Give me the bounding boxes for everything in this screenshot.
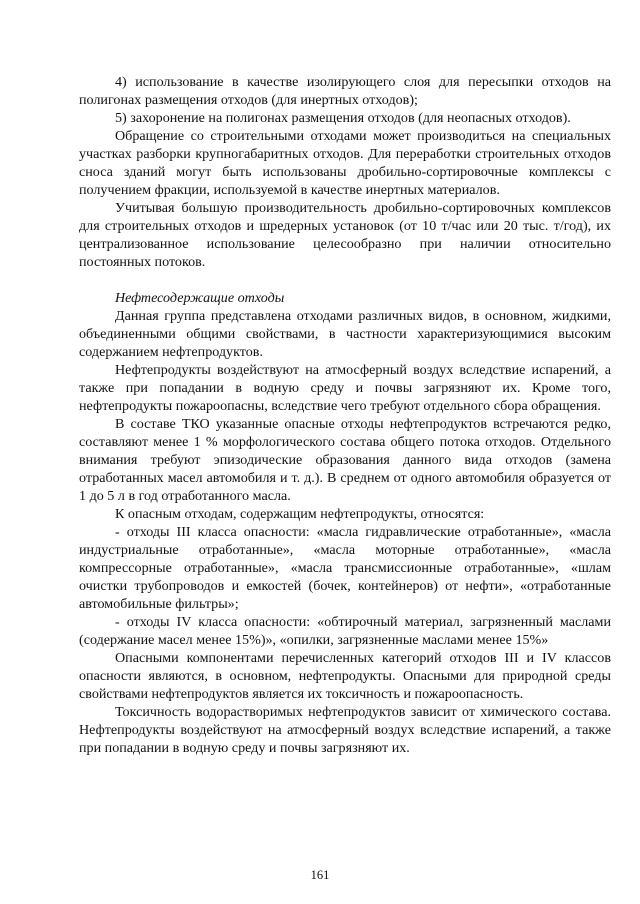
section-heading: Нефтесодержащие отходы	[115, 290, 285, 306]
paragraph-tko-composition: В составе ТКО указанные опасные отходы нефтепродуктов встречаются редко, составляют менее 1 % морфологического состава общего потока отходов. Отдельного внимания требуют эпизодические образования данного вида отходов (замена отработанных масел автомобиля и т. д.). В среднем от одного автомобиля образуется от 1 до 5 л в год отработанного масла.	[79, 416, 611, 504]
paragraph-construction-waste: Обращение со строительными отходами может производиться на специальных участках разборки крупногабаритных отходов. Для переработки строительных отходов сноса зданий могут быть использованы дробильно-сортировочные комплексы с получением фракции, используемой в качестве инертных материалов.	[79, 128, 611, 198]
paragraph-item-5: 5) захоронение на полигонах размещения отходов (для неопасных отходов).	[115, 110, 571, 126]
section-gap	[79, 271, 611, 289]
paragraph-hazard-components: Опасными компонентами перечисленных категорий отходов III и IV классов опасности являются, в основном, нефтепродукты. Опасными для природной среды свойствами нефтепродуктов является их токсичность и пожароопасность.	[79, 650, 611, 702]
paragraph-oil-waste-group: Данная группа представлена отходами различных видов, в основном, жидкими, объединенными общими свойствами, в частности характеризующимися высоким содержанием нефтепродуктов.	[79, 308, 611, 360]
paragraph-class-iii: - отходы III класса опасности: «масла гидравлические отработанные», «масла индустриальные отработанные», «масла моторные отработанные», «масла компрессорные отработанные», «масла трансмиссионные отработанные», «шлам очистки трубопроводов и емкостей (бочек, контейнеров) от нефти», «отработанные автомобильные фильтры»;	[79, 524, 611, 612]
paragraph-item-4: 4) использование в качестве изолирующего слоя для пересыпки отходов на полигонах размещения отходов (для инертных отходов);	[79, 74, 611, 108]
page-number: 161	[310, 868, 330, 882]
paragraph-crushing-complexes: Учитывая большую производительность дробильно-сортировочных комплексов для строительных отходов и шредерных установок (от 10 т/час или 20 тыс. т/год), их централизованное использование целесообразно при наличии относительно постоянных потоков.	[79, 200, 611, 270]
paragraph-oil-impact: Нефтепродукты воздействуют на атмосферный воздух вследствие испарений, а также при попадании в водную среду и почвы загрязняют их. Кроме того, нефтепродукты пожароопасны, вследствие чего требуют отдельного сбора обращения.	[79, 362, 611, 414]
paragraph-class-iv: - отходы IV класса опасности: «обтирочный материал, загрязненный маслами (содержание масел менее 15%)», «опилки, загрязненные маслами менее 15%»	[79, 614, 611, 648]
paragraph-hazardous-list-intro: К опасным отходам, содержащим нефтепродукты, относятся:	[115, 506, 485, 522]
document-page	[79, 73, 611, 757]
paragraph-toxicity: Токсичность водорастворимых нефтепродуктов зависит от химического состава. Нефтепродукты воздействуют на атмосферный воздух вследствие испарений, а также при попадании в водную среду и почвы загрязняют их.	[79, 704, 611, 756]
